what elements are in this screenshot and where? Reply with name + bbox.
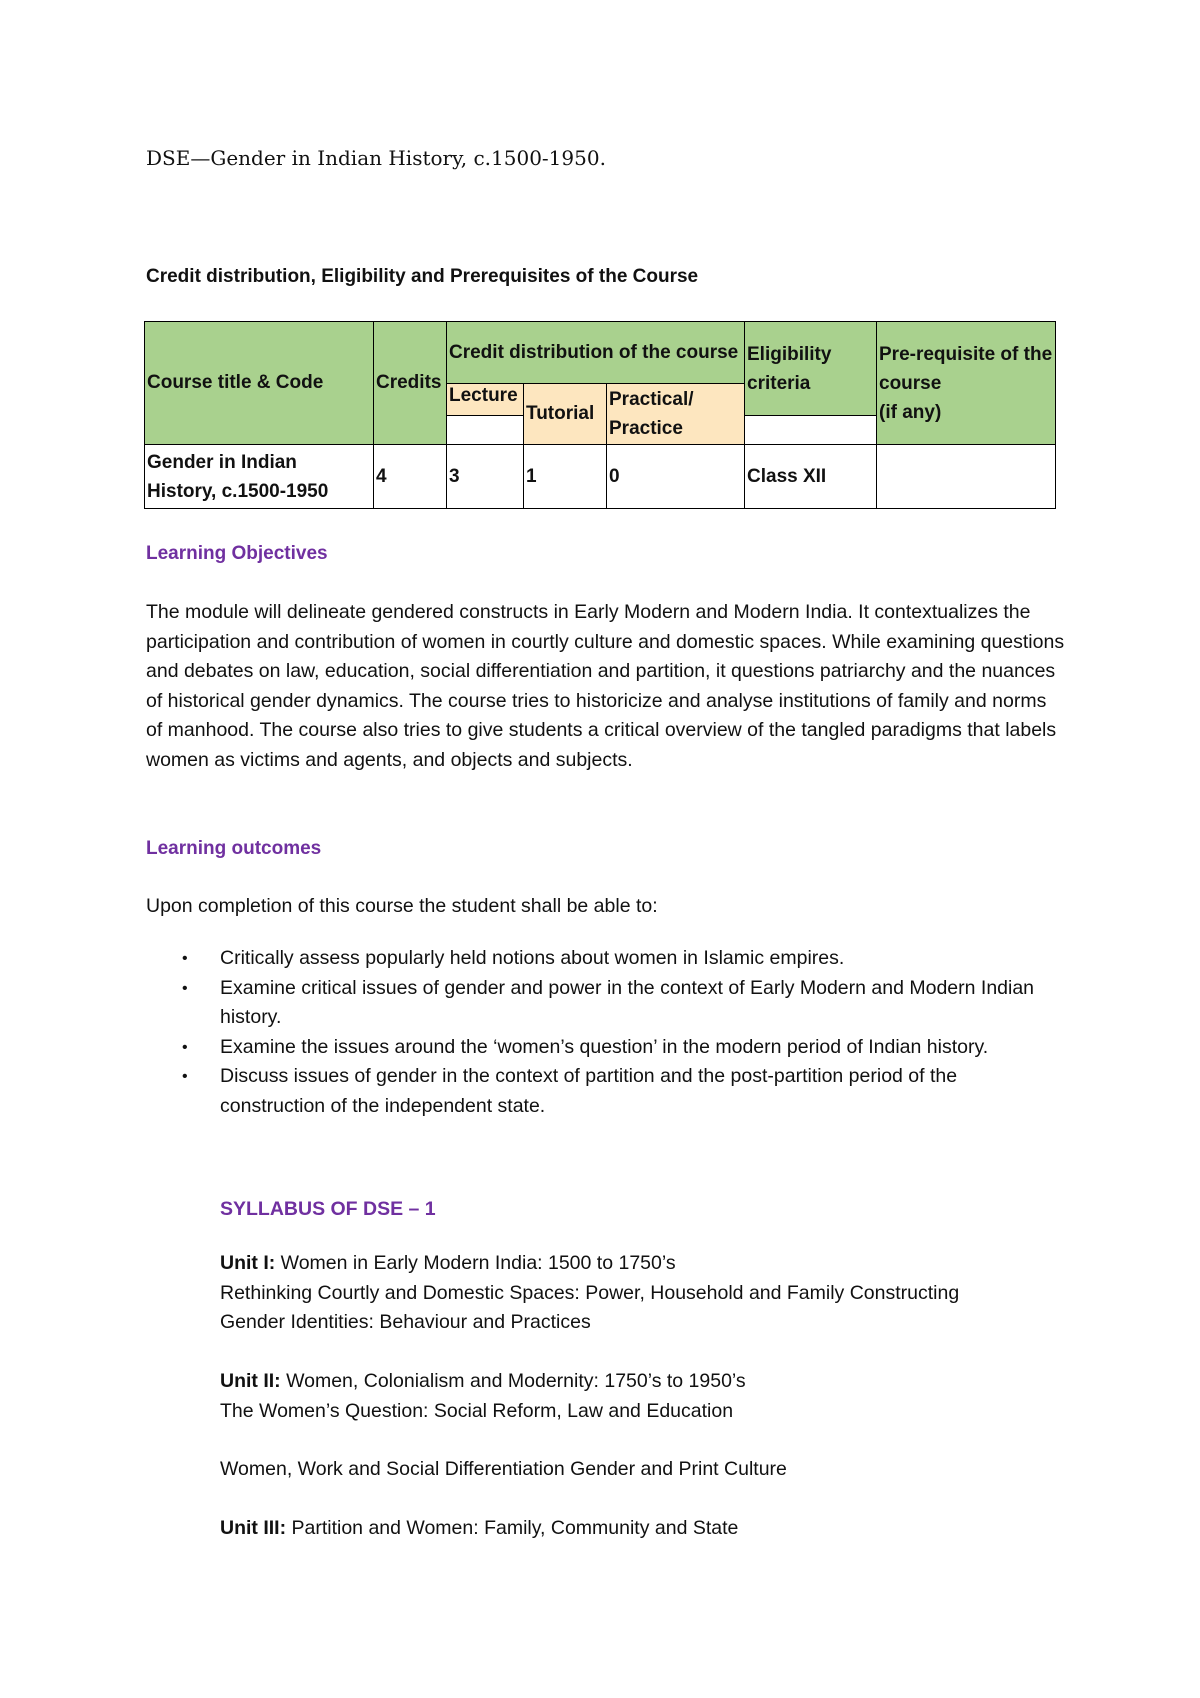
unit-2-block (220, 1367, 746, 1426)
list-item (146, 1062, 1046, 1121)
unit-1-title-line (220, 1249, 959, 1279)
header-credit-distribution: Credit distribution of the course (447, 322, 745, 384)
list-item (146, 944, 1046, 974)
learning-outcomes-intro: Upon completion of this course the student shall be able to: (146, 895, 658, 917)
unit-1-label: Unit I: (220, 1252, 276, 1274)
unit-3-label: Unit III: (220, 1517, 287, 1539)
row-credits: 4 (374, 445, 447, 509)
bullet-icon: • (182, 1068, 188, 1085)
row-prerequisite (877, 445, 1056, 509)
unit-1-line-2: Rethinking Courtly and Domestic Spaces: Power, Household and Family Constructing (220, 1281, 960, 1304)
header-tutorial: Tutorial (524, 384, 607, 445)
row-tutorial: 1 (524, 445, 607, 509)
bullet-icon: • (182, 979, 188, 997)
unit-2-label: Unit II: (220, 1370, 281, 1392)
lecture-blank-cell (447, 416, 524, 445)
learning-outcomes-heading: Learning outcomes (146, 838, 322, 859)
learning-objectives-heading: Learning Objectives (146, 543, 328, 564)
credit-distribution-table (144, 321, 1056, 509)
unit-1-title: Women in Early Modern India: 1500 to 1750’s (275, 1252, 676, 1274)
outcome-text: Examine the issues around the ‘women’s question’ in the modern period of Indian history. (220, 1035, 989, 1058)
row-lecture: 3 (447, 445, 524, 509)
syllabus-heading: SYLLABUS OF DSE – 1 (220, 1198, 436, 1220)
list-item (146, 1033, 1046, 1063)
header-credits: Credits (374, 322, 447, 445)
document-title: DSE—Gender in Indian History, c.1500-1950. (146, 146, 606, 170)
bullet-icon: • (182, 950, 188, 967)
outcome-text: Critically assess popularly held notions about women in Islamic empires. (220, 947, 845, 969)
header-prerequisite-text: Pre-requisite of the course (879, 343, 1053, 394)
unit-2-line-3: Women, Work and Social Differentiation Gender and Print Culture (220, 1458, 787, 1480)
bullet-icon: • (182, 1038, 188, 1056)
header-lecture: Lecture (447, 384, 524, 416)
learning-outcomes-list (146, 944, 1046, 1121)
outcome-text: Examine critical issues of gender and power in the context of Early Modern and Modern Indian history. (220, 976, 1035, 1028)
unit-1-block (220, 1249, 959, 1338)
outcome-text: Discuss issues of gender in the context of partition and the post-partition period of the construction of the independent state. (220, 1065, 958, 1117)
unit-2-title-line (220, 1367, 746, 1397)
unit-3-title: Partition and Women: Family, Community and State (286, 1517, 739, 1539)
list-item (146, 974, 1046, 1033)
row-course-title: Gender in Indian History, c.1500-1950 (145, 445, 374, 509)
unit-2-title: Women, Colonialism and Modernity: 1750’s to 1950’s (280, 1370, 746, 1392)
header-course-title: Course title & Code (145, 322, 374, 445)
header-eligibility: Eligibility criteria (745, 322, 877, 416)
credit-distribution-heading: Credit distribution, Eligibility and Prerequisites of the Course (146, 266, 699, 287)
row-practical: 0 (607, 445, 745, 509)
unit-2-line-2: The Women’s Question: Social Reform, Law and Education (220, 1399, 734, 1422)
row-eligibility: Class XII (745, 445, 877, 509)
header-practical: Practical/ Practice (607, 384, 745, 445)
header-prerequisite-if-any: (if any) (879, 401, 942, 423)
learning-objectives-text: The module will delineate gendered constructs in Early Modern and Modern India. It contextualizes the participation and contribution of women in courtly culture and domestic spaces. While examining questions and debates on law, education, social differentiation and partition, it questions patriarchy and the nuances of historical gender dynamics. The course tries to historicize and analyse institutions of family and norms of manhood. The course also tries to give students a critical overview of the tangled paradigms that labels women as victims and agents, and objects and subjects. (146, 601, 1065, 771)
eligibility-blank-cell (745, 416, 877, 445)
header-prerequisite (877, 322, 1056, 445)
unit-1-line-3: Gender Identities: Behaviour and Practices (220, 1311, 591, 1333)
unit-3-block (220, 1514, 738, 1544)
